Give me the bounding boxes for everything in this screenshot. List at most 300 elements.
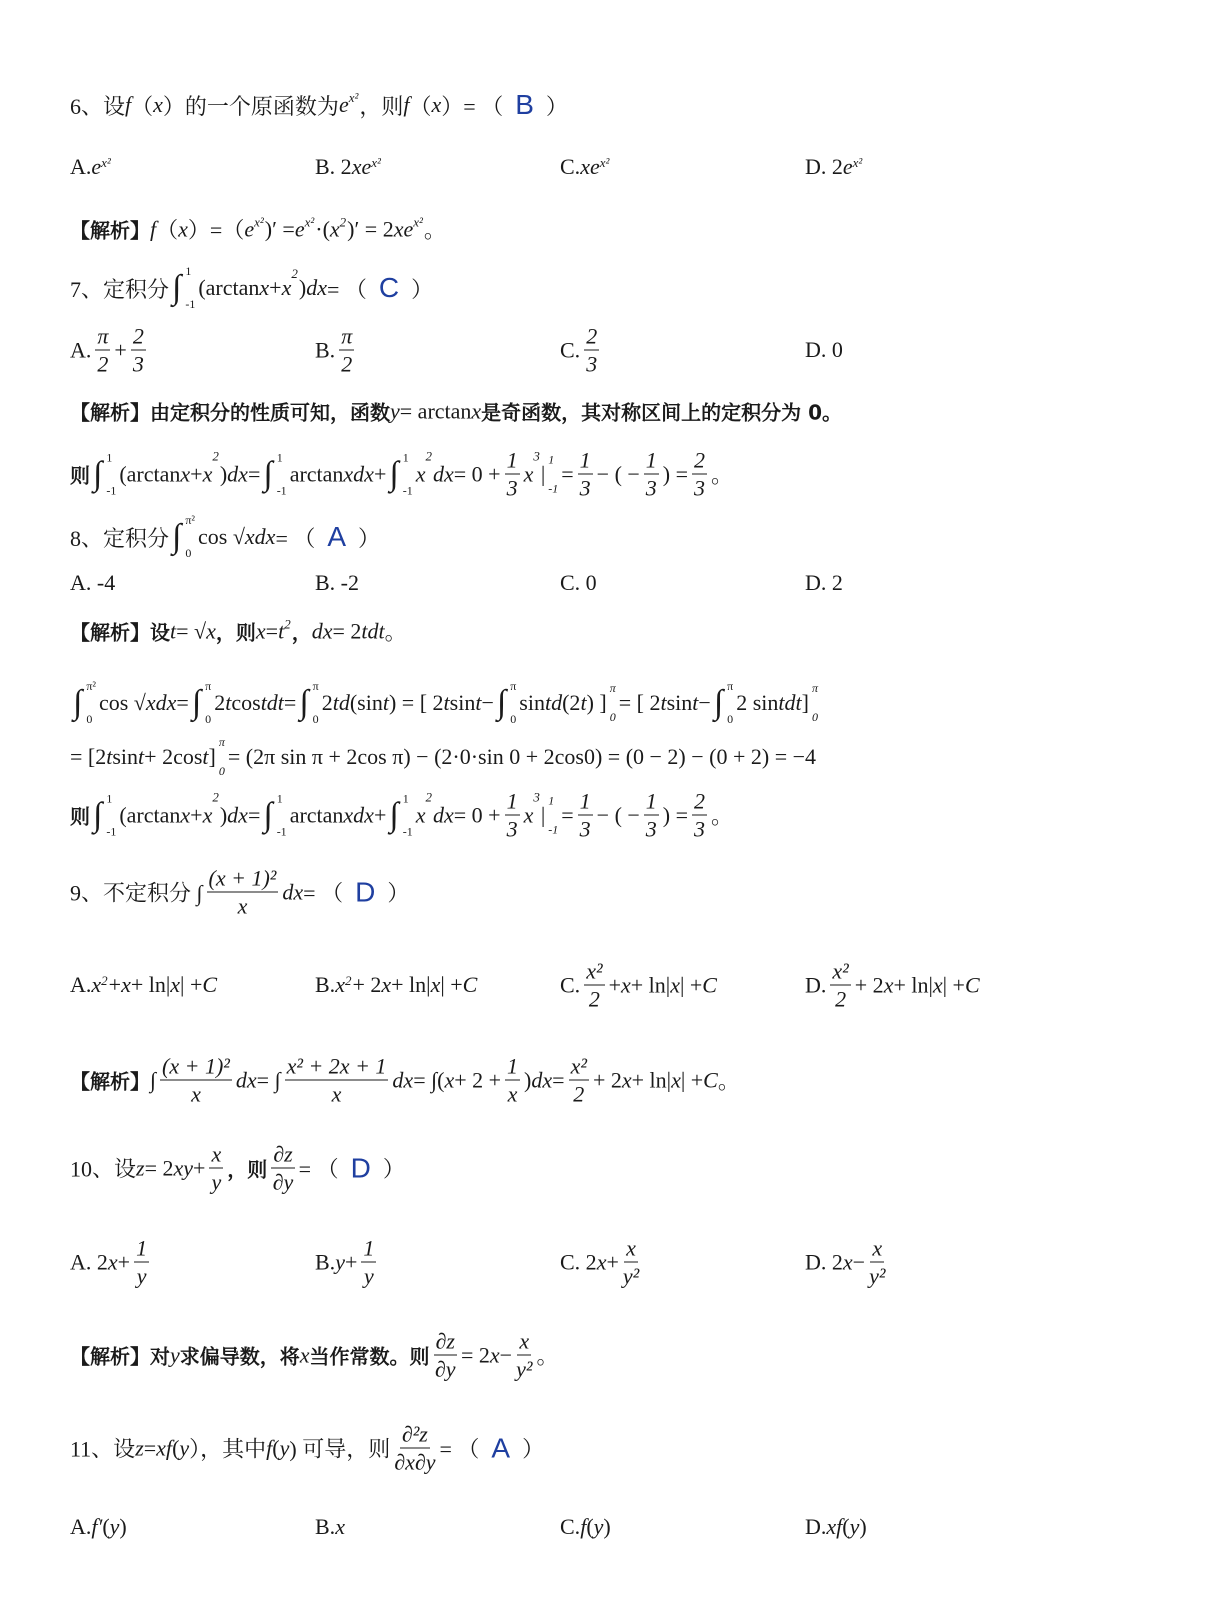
integral-limits	[106, 451, 116, 497]
math-variable: x	[335, 972, 345, 997]
fraction	[285, 1054, 389, 1107]
text: 8、定积分	[70, 525, 170, 551]
denominator: y²	[622, 1263, 640, 1289]
math-variable: x	[202, 461, 213, 486]
numerator: ∂z	[273, 1141, 293, 1167]
bold-text: ，则	[227, 1157, 268, 1182]
option-B	[315, 324, 358, 377]
upper-limit: π	[218, 735, 225, 749]
denominator: 2	[97, 351, 109, 377]
upper-limit: 1	[402, 791, 409, 805]
q7-analysis	[70, 397, 842, 426]
text: = arctan	[399, 398, 472, 423]
text: B.	[315, 972, 336, 997]
integral-limits	[510, 680, 516, 726]
denominator: y²	[869, 1263, 886, 1289]
lower-limit: -1	[185, 297, 196, 311]
text: = 0 +	[453, 802, 501, 827]
lower-limit: 0	[510, 712, 517, 726]
math-variable: dx	[227, 802, 248, 827]
numerator: x²	[832, 958, 849, 984]
math-variable: t	[202, 744, 209, 769]
lower-limit: -1	[106, 483, 117, 497]
fraction	[830, 959, 850, 1012]
denominator: y	[211, 1169, 222, 1195]
option-C	[560, 1514, 611, 1540]
text: =	[265, 618, 279, 643]
math-variable: y	[179, 1435, 190, 1460]
math-variable: y	[390, 398, 400, 423]
upper-limit: π	[811, 681, 818, 695]
math-variable: x	[244, 524, 255, 549]
numerator: 1	[363, 1235, 375, 1261]
option-C	[560, 324, 603, 377]
math-variable: t	[170, 618, 177, 643]
math-variable: x	[842, 1249, 853, 1274]
math-variable: x	[489, 1342, 500, 1367]
integral-limits	[277, 792, 287, 838]
upper-limit: 1	[402, 450, 409, 464]
option-C	[560, 1236, 643, 1289]
answer-letter: B	[515, 89, 534, 120]
text: arctan	[289, 461, 344, 486]
denominator: 3	[132, 351, 144, 377]
math-variable: dx	[227, 461, 248, 486]
integral-sign-icon: ∫	[93, 796, 103, 833]
text: | +	[942, 972, 965, 997]
upper-limit: π	[609, 681, 616, 695]
math-variable: f′	[91, 1514, 103, 1539]
math-variable: C	[964, 972, 980, 997]
numerator: x²	[586, 958, 603, 984]
numerator: x	[626, 1235, 636, 1261]
integral-sign-icon: ∫	[389, 796, 399, 833]
text: (arctan	[198, 275, 260, 300]
math-variable: e	[91, 154, 102, 179]
math-variable: x	[299, 1342, 310, 1367]
option-B	[315, 972, 477, 998]
integral-limits	[106, 792, 116, 838]
evaluation-limits	[548, 794, 558, 836]
text: ) 可导，则	[289, 1436, 391, 1462]
integral-limits	[185, 265, 195, 311]
text: C. 2	[560, 1249, 597, 1274]
math-variable: dx	[235, 1067, 257, 1092]
text: +	[373, 802, 387, 827]
denominator: x	[331, 1081, 342, 1107]
superscript: x²	[101, 155, 111, 170]
text: |	[540, 802, 546, 827]
fraction	[516, 1329, 532, 1382]
lower-limit: 0	[86, 712, 93, 726]
text: = （	[303, 880, 344, 906]
upper-limit: 1	[276, 450, 283, 464]
math-variable: e	[842, 154, 853, 179]
fraction	[584, 959, 604, 1012]
text: ）= （	[441, 93, 504, 119]
math-variable: x	[523, 802, 534, 827]
fraction	[95, 324, 110, 377]
math-variable: f	[580, 1514, 587, 1539]
text: =	[561, 802, 574, 827]
text: 。	[711, 803, 734, 829]
upper-limit: 1	[548, 793, 555, 807]
text: ）	[545, 93, 568, 119]
q10-analysis	[70, 1329, 558, 1382]
math-variable: x	[180, 461, 191, 486]
text: | +	[679, 972, 703, 997]
math-variable: x	[335, 1514, 345, 1539]
q8-derivation	[70, 789, 733, 842]
numerator: π	[341, 323, 353, 349]
text: 2	[214, 690, 226, 715]
integral-limits	[205, 680, 211, 726]
option-C	[560, 570, 597, 596]
q6	[70, 89, 568, 121]
q8	[70, 514, 380, 560]
superscript: 3	[533, 448, 540, 464]
numerator: ∂²z	[401, 1421, 428, 1447]
lower-limit: 0	[811, 710, 818, 724]
text: (sin	[349, 690, 383, 715]
text: )	[603, 1514, 611, 1539]
integral	[714, 680, 733, 726]
math-variable: td	[332, 690, 350, 715]
upper-limit: π	[727, 679, 734, 693]
denominator: 2	[835, 986, 847, 1012]
superscript: 2	[339, 214, 347, 230]
evaluation-limits	[219, 736, 225, 778]
math-variable: dx	[282, 879, 304, 904]
q7	[70, 265, 433, 311]
integral	[389, 451, 412, 497]
math-variable: x	[596, 1249, 607, 1274]
integral-limits	[185, 514, 195, 560]
math-variable: C	[202, 972, 218, 997]
math-variable: xe	[393, 216, 414, 241]
superscript: x²	[348, 90, 359, 105]
lower-limit: 0	[205, 712, 212, 726]
numerator: x	[211, 1141, 222, 1167]
text: (	[272, 1435, 280, 1460]
superscript: 3	[533, 789, 540, 805]
text: −	[852, 1249, 866, 1274]
text: =	[561, 461, 574, 486]
text: 2 sin	[736, 690, 779, 715]
lower-limit: 0	[185, 546, 192, 560]
numerator: π	[97, 323, 109, 349]
text: (	[172, 1435, 180, 1460]
evaluation-limits	[610, 682, 616, 724]
fraction	[623, 1236, 639, 1289]
fraction	[692, 448, 707, 501]
math-variable: t	[660, 690, 667, 715]
math-variable: x	[91, 972, 102, 997]
fraction	[339, 324, 354, 377]
text: = [ 2	[618, 690, 661, 715]
numerator: x	[519, 1328, 530, 1354]
math-variable: y	[109, 1514, 120, 1539]
text: （	[156, 217, 179, 243]
math-variable: td	[544, 690, 563, 715]
denominator: x	[507, 1081, 518, 1107]
fraction	[361, 1236, 376, 1289]
math-variable: y	[593, 1514, 604, 1539]
denominator: 3	[694, 816, 706, 842]
math-variable: x	[671, 1067, 681, 1092]
math-variable: x	[180, 802, 191, 827]
integral-sign-icon: ∫	[172, 518, 182, 555]
lower-limit: 0	[312, 712, 319, 726]
numerator: 1	[579, 447, 591, 473]
text: cos	[231, 690, 261, 715]
bold-text: ，	[291, 620, 312, 645]
text: D. 2	[805, 1249, 843, 1274]
text: ·(	[315, 216, 330, 241]
integral-limits	[403, 451, 413, 497]
text: ) =	[662, 802, 689, 827]
math-variable: x	[883, 972, 894, 997]
math-variable: e	[338, 92, 349, 117]
fraction	[578, 789, 593, 842]
bold-text: 【解析】	[70, 1069, 150, 1094]
integral	[263, 792, 286, 838]
text: = ∫(	[413, 1067, 445, 1092]
math-variable: x	[255, 618, 266, 643]
integral-limits	[277, 451, 287, 497]
text: = 2	[332, 618, 362, 643]
fraction	[434, 1329, 457, 1382]
math-variable: t	[692, 690, 699, 715]
math-variable: x	[523, 461, 534, 486]
text: D.	[805, 1514, 827, 1539]
integral-limits	[313, 680, 319, 726]
text: + ln|	[893, 972, 933, 997]
text: B.	[315, 1249, 336, 1274]
text: （	[131, 93, 154, 119]
math-variable: y	[849, 1514, 860, 1539]
numerator: 1	[506, 447, 518, 473]
math-variable: x	[178, 216, 188, 241]
text: ），其中	[189, 1436, 267, 1462]
upper-limit: 1	[276, 791, 283, 805]
text: + ln|	[130, 972, 171, 997]
lower-limit: -1	[276, 483, 287, 497]
fraction	[505, 448, 520, 501]
text: = ∫	[256, 1067, 281, 1092]
option-B	[315, 1514, 345, 1540]
text: (	[842, 1514, 850, 1539]
text: +	[373, 461, 387, 486]
integral	[93, 792, 116, 838]
integral	[93, 451, 116, 497]
text: 11、设	[70, 1436, 136, 1462]
numerator: 1	[645, 788, 657, 814]
q8-equation-1	[70, 680, 821, 726]
text: B.	[315, 337, 336, 362]
numerator: x	[872, 1235, 883, 1261]
denominator: 3	[586, 351, 598, 377]
text: )	[524, 1067, 532, 1092]
text: +	[344, 1249, 358, 1274]
text: D.	[805, 972, 827, 997]
text: = （	[326, 276, 367, 302]
bold-text: 则	[70, 463, 90, 488]
math-variable: x	[259, 275, 270, 300]
fraction	[869, 1236, 885, 1289]
option-D	[805, 154, 863, 180]
numerator: 1	[136, 1235, 148, 1261]
math-variable: x	[932, 972, 943, 997]
text: = 2	[144, 1155, 174, 1180]
q9	[70, 866, 409, 919]
fraction	[271, 1142, 294, 1195]
integral-sign-icon: ∫	[263, 455, 273, 492]
text: 2	[321, 690, 333, 715]
upper-limit: 1	[548, 452, 555, 466]
denominator: 3	[579, 816, 591, 842]
option-A	[70, 1514, 127, 1540]
text: +	[190, 802, 203, 827]
superscript: x²	[304, 214, 315, 230]
text: ）	[387, 880, 410, 906]
option-B	[315, 570, 359, 596]
denominator: ∂y	[272, 1169, 294, 1195]
option-D	[805, 1236, 889, 1289]
math-variable: x	[170, 972, 181, 997]
integral-limits	[403, 792, 413, 838]
text: =	[247, 802, 261, 827]
text: =	[283, 690, 297, 715]
text: ）	[522, 1436, 545, 1462]
upper-limit: π	[312, 679, 319, 693]
numerator: 2	[694, 447, 706, 473]
integral-sign-icon: ∫	[389, 455, 399, 492]
math-variable: xe	[351, 154, 372, 179]
math-variable: y	[170, 1342, 180, 1367]
text: + 2cos	[144, 744, 203, 769]
math-variable: t	[138, 744, 145, 769]
superscript: x²	[254, 214, 264, 230]
text: （	[409, 93, 432, 119]
math-variable: y	[279, 1435, 290, 1460]
bold-text: 是奇函数，其对称区间上的定积分为 0。	[481, 400, 843, 425]
superscript: x²	[852, 155, 863, 170]
text: arctan	[289, 802, 344, 827]
text: cos √	[198, 524, 245, 549]
denominator: 2	[341, 351, 353, 377]
math-variable: x	[620, 972, 631, 997]
text: +	[117, 1249, 131, 1274]
integral	[73, 680, 96, 726]
text: +	[193, 1155, 206, 1180]
q11	[70, 1422, 544, 1475]
lower-limit: 0	[727, 712, 734, 726]
superscript: 2	[101, 973, 108, 988]
upper-limit: π²	[86, 679, 96, 693]
text: = √	[176, 618, 207, 643]
math-variable: e	[294, 216, 305, 241]
text: (arctan	[119, 461, 181, 486]
text: 9、不定积分 ∫	[70, 880, 203, 906]
fraction	[578, 448, 593, 501]
numerator: 2	[132, 323, 144, 349]
integral-sign-icon: ∫	[299, 684, 309, 721]
lower-limit: -1	[548, 481, 559, 495]
q6-analysis	[70, 214, 446, 245]
denominator: 2	[573, 1081, 585, 1107]
denominator: x	[237, 893, 248, 919]
denominator: 2	[588, 986, 600, 1012]
fraction	[505, 789, 520, 842]
text: |	[540, 461, 546, 486]
text: + ln|	[391, 972, 431, 997]
text: )′ =	[264, 216, 295, 241]
text: −	[481, 690, 494, 715]
text: +	[114, 337, 127, 362]
text: ，则	[359, 93, 404, 119]
fraction	[209, 1142, 223, 1195]
evaluation-limits	[812, 682, 818, 724]
denominator: 3	[506, 475, 518, 501]
text: ）	[382, 1156, 405, 1182]
text: = 2	[460, 1342, 490, 1367]
text: C. 0	[560, 570, 597, 595]
numerator: (x + 1)²	[208, 865, 277, 891]
bold-text: 求偏导数，将	[179, 1344, 300, 1369]
text: )	[219, 461, 228, 486]
bold-text: 当作常数。则	[309, 1344, 430, 1369]
lower-limit: -1	[402, 483, 413, 497]
fraction	[134, 1236, 149, 1289]
numerator: 2	[586, 323, 598, 349]
math-variable: xe	[580, 154, 600, 179]
text: 10、设	[70, 1156, 137, 1182]
denominator: 3	[579, 475, 591, 501]
superscript: 2	[425, 789, 432, 805]
text: A.	[70, 154, 92, 179]
text: B.	[315, 1514, 336, 1539]
text: ) = [ 2	[388, 690, 444, 715]
denominator: 3	[645, 475, 657, 501]
q7-derivation	[70, 448, 733, 501]
text: − ( −	[596, 461, 640, 486]
text: 。	[423, 217, 446, 243]
text: −	[698, 690, 711, 715]
math-variable: tdt	[778, 690, 802, 715]
text: 。	[717, 1068, 740, 1094]
denominator: x	[191, 1081, 201, 1107]
text: =	[552, 1067, 565, 1092]
text: (	[586, 1514, 594, 1539]
math-variable: dx	[392, 1067, 414, 1092]
text: C.	[560, 154, 581, 179]
math-variable: x	[415, 802, 426, 827]
text: | +	[680, 1067, 704, 1092]
math-variable: y	[335, 1249, 345, 1274]
text: )	[298, 275, 307, 300]
text: = 0 +	[453, 461, 501, 486]
math-variable: f	[150, 216, 157, 241]
math-variable: dx	[311, 618, 333, 643]
text: A. -4	[70, 570, 116, 595]
text: 7、定积分	[70, 276, 170, 302]
text: + ln|	[630, 972, 671, 997]
integral	[263, 451, 286, 497]
text: D. 0	[805, 337, 843, 362]
text: +	[608, 972, 621, 997]
text: D. 2	[805, 570, 843, 595]
